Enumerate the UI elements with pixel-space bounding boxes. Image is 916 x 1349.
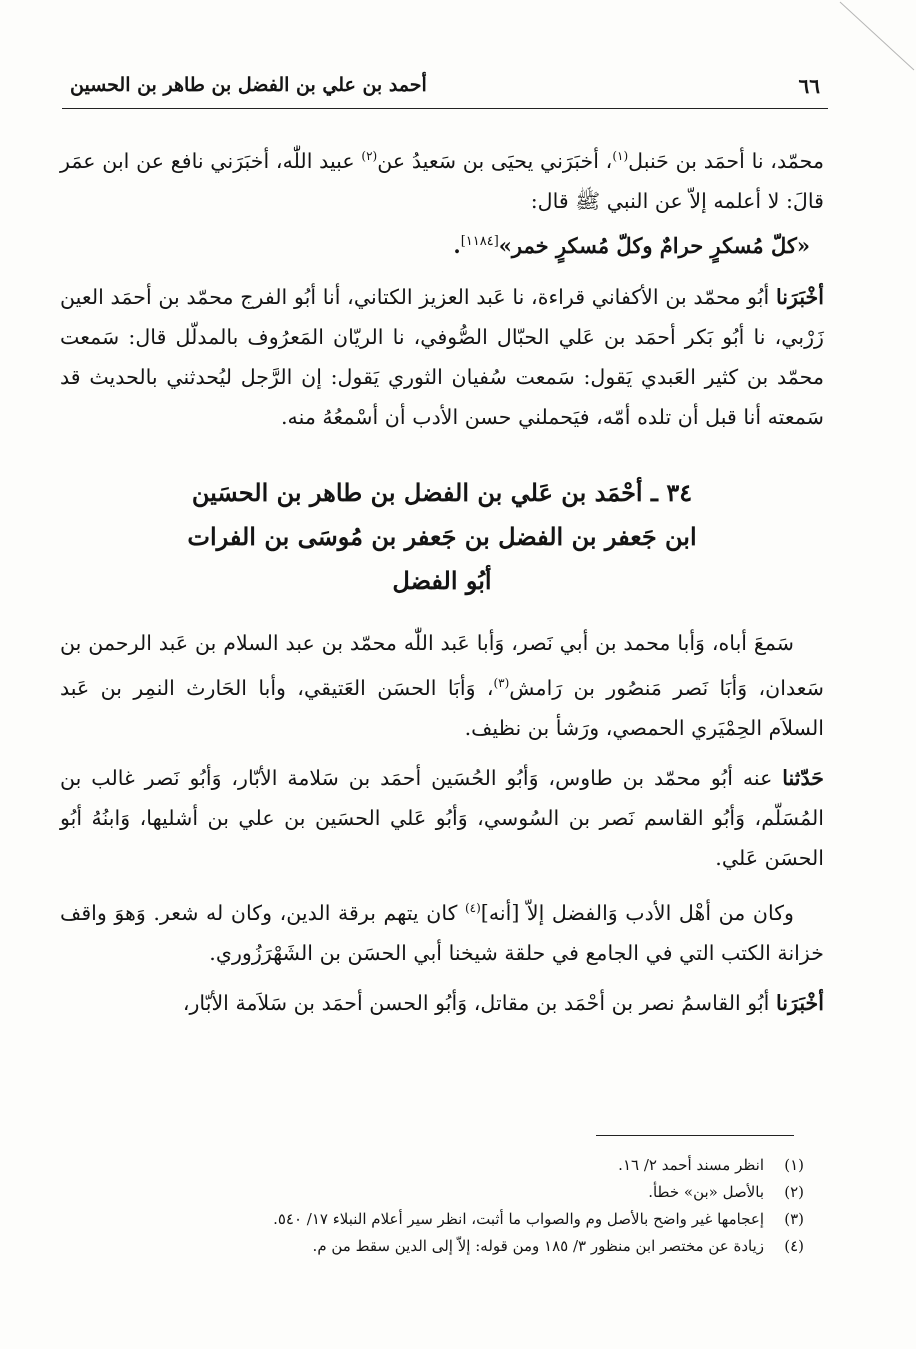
keyword-haddathana: حَدّثنا — [782, 765, 824, 790]
footnote-4 — [150, 1233, 804, 1260]
text-run: عبيد اللّٰه، أخبَرَني نافع عن ابن عمَر قالَ: لا أعلمه إلاّ عن النبي ﷺ قال: — [60, 148, 824, 213]
main-text — [60, 136, 824, 1023]
paragraph-5 — [60, 888, 824, 973]
footnote-2 — [150, 1179, 804, 1206]
header-title: أحمد بن علي بن الفضل بن طاهر بن الحسين — [70, 74, 427, 96]
footnote-text: زيادة عن مختصر ابن منظور ٣/ ١٨٥ ومن قوله: إلاّ إلى الدين سقط من م. — [312, 1237, 764, 1255]
footnote-1 — [150, 1152, 804, 1179]
footnote-number: (١) — [784, 1156, 804, 1174]
text-run: أبُو محمّد بن الأكفاني قراءة، نا عَبد العزيز الكتاني، أنا أبُو الفرج محمّد بن أحمَد العين زَرْبي، نا أبُو بَكر أحمَد بن عَلي الحبّال الصُّوفي، نا الريّان المَعرُوف بالمدلّل قال: سَمعت محمّد بن كثير العَبدي يَقول: سَمعت سُفيان الثوري يَقول: إن الرَّجل ليُحدثني بالحديث قد سَمعته أنا قبل أن تلده أمّه، فيَحملني حسن الأدب أن أسْمعُهُ منه. — [60, 284, 824, 429]
keyword-akhbarana: أخْبَرَنا — [775, 990, 824, 1015]
scan-corner-mark — [820, 0, 916, 80]
footnote-ref-1: (١) — [612, 149, 629, 163]
footnote-text: انظر مسند أحمد ٢/ ١٦. — [618, 1156, 764, 1174]
text-run: سَمعَ أباه، وَأبا محمد بن أبي نَصر، وَأبا عَبد اللّٰه محمّد بن عبد السلام بن عَبد الرحمن بن سَعدان، وَأبَا نَصر مَنصُور بن رَامش — [60, 630, 824, 700]
text-run: ، وَأبَا الحسَن العَتيقي، وأبا الحَارث النمِر بن عَبد السلاَم الحِمْيَري الحمصي، ورَشأ بن نظيف. — [60, 675, 824, 740]
running-header — [62, 74, 828, 106]
entry-heading-line-1: ٣٤ ـ أحْمَد بن عَلي بن الفضل بن طاهر بن الحسَين — [191, 477, 693, 507]
footnote-number: (٢) — [784, 1183, 804, 1201]
paragraph-1 — [60, 136, 824, 221]
footnote-3 — [150, 1206, 804, 1233]
keyword-akhbarana: أخْبَرَنا — [775, 284, 824, 309]
footnote-text: بالأصل «بن» خطأ. — [648, 1183, 764, 1201]
entry-heading-line-2: ابن جَعفر بن الفضل بن جَعفر بن مُوسَى بن الفرات — [187, 521, 697, 551]
page-number: ٦٦ — [798, 74, 820, 98]
footnote-number: (٤) — [784, 1237, 804, 1255]
hadith-text: «كلّ مُسكرٍ حرامٌ وكلّ مُسكرٍ خمر» — [498, 232, 810, 258]
text-run: عنه أبُو محمّد بن طاوس، وَأبُو الحُسَين أحمَد بن سَلامة الأبّار، وَأبُو نَصر غالب بن المُسَلّم، وَأبُو القاسم نَصر بن السُوسي، وَأبُو عَلي الحسَين بن علي بن أشليها، وَابنُهُ أبُو الحسَن عَلي. — [60, 765, 824, 870]
header-rule — [62, 108, 828, 109]
footnotes — [150, 1152, 804, 1260]
text-run: محمّد، نا أحمَد بن حَنبل — [628, 148, 824, 173]
paragraph-3 — [60, 623, 824, 748]
paragraph-4 — [60, 758, 824, 878]
text-run: وكان من أهْل الأدب وَالفضل إلاّ [أنه] — [480, 900, 794, 925]
hadith-number: [١١٨٤] — [460, 233, 499, 249]
text-run: ، أخبَرَني يحيَى بن سَعيدُ عن — [377, 148, 613, 173]
paragraph-6 — [60, 983, 824, 1023]
footnote-rule — [596, 1135, 794, 1136]
footnote-ref-4: (٤) — [464, 900, 481, 915]
text-run: أبُو القاسمُ نصر بن أحْمَد بن مقاتل، وَأبُو الحسن أحمَد بن سَلاَمة الأبّار، — [182, 990, 776, 1015]
footnote-text: إعجامها غير واضح بالأصل وم والصواب ما أثبت، انظر سير أعلام النبلاء ١٧/ ٥٤٠. — [273, 1210, 764, 1228]
entry-heading-line-3: أبُو الفضل — [392, 565, 492, 595]
entry-heading — [60, 471, 824, 603]
hadith-quote: «كلّ مُسكرٍ حرامٌ وكلّ مُسكرٍ خمر»[١١٨٤]. — [453, 232, 810, 258]
footnote-number: (٣) — [784, 1210, 804, 1228]
paragraph-2 — [60, 277, 824, 437]
text-run: كان يتهم برقة الدين، وكان له شعر. وَهوَ واقف خزانة الكتب التي في الجامع في حلقة شيخنا أبي الحسَن بن الشَهْرَزُوري. — [60, 900, 824, 965]
footnote-ref-2: (٢) — [361, 149, 378, 163]
footnote-ref-3: (٣) — [493, 675, 510, 690]
